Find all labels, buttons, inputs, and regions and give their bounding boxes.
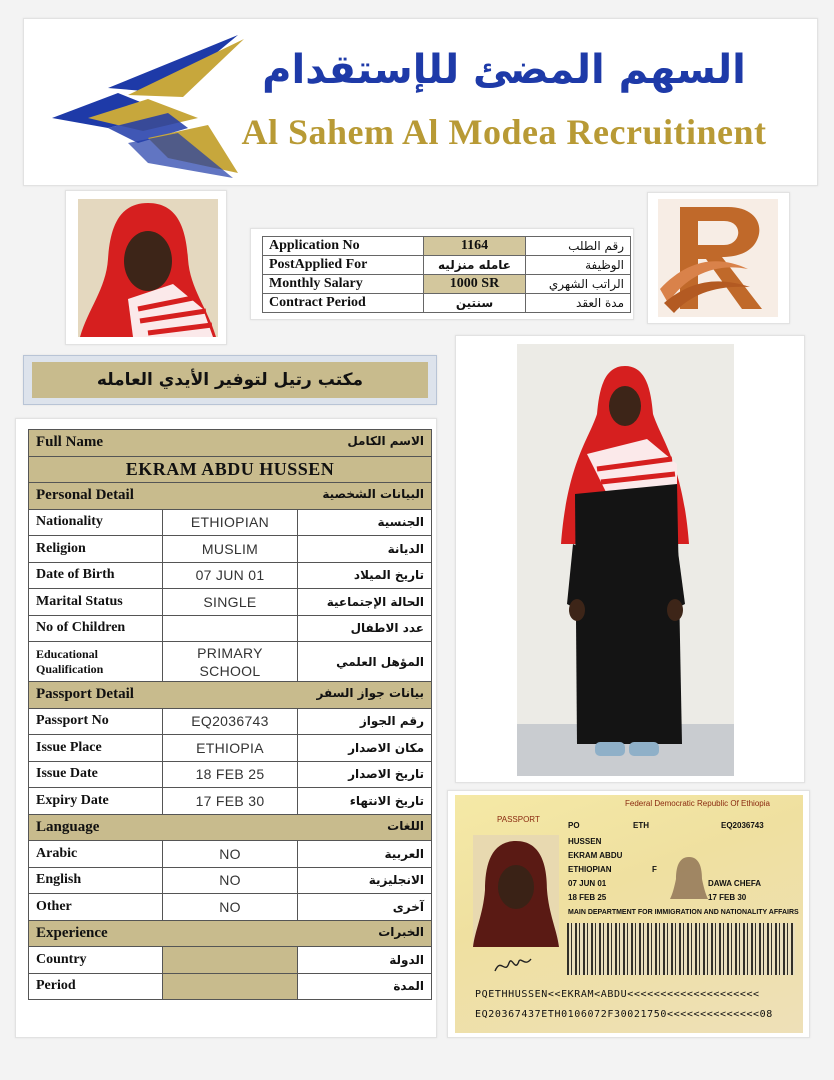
passport-ghost-photo bbox=[670, 853, 708, 899]
field-label-arabic: الدولة bbox=[297, 947, 431, 974]
field-label: English bbox=[29, 867, 163, 894]
field-label-arabic: مكان الاصدار bbox=[297, 735, 431, 762]
header-banner bbox=[23, 18, 818, 186]
field-label-arabic: الانجليزية bbox=[297, 867, 431, 894]
table-row bbox=[29, 735, 432, 762]
passport-mrz-line-1: PQETHHUSSEN<<EKRAM<ABDU<<<<<<<<<<<<<<<<<<<< bbox=[475, 989, 760, 1000]
field-label: Issue Date bbox=[29, 761, 163, 788]
passport-surname: HUSSEN bbox=[568, 837, 602, 846]
section-title: Full Name bbox=[36, 434, 104, 451]
section-title-arabic: البيانات الشخصية bbox=[322, 487, 424, 502]
table-row bbox=[29, 536, 432, 563]
field-label-arabic: تاريخ الميلاد bbox=[297, 562, 431, 589]
passport-nationality: ETHIOPIAN bbox=[568, 865, 612, 874]
table-row bbox=[263, 237, 631, 256]
table-row bbox=[263, 294, 631, 313]
office-banner bbox=[23, 355, 437, 405]
expiry-date-value: 17 FEB 30 bbox=[163, 788, 297, 815]
field-label-arabic: رقم الجواز bbox=[297, 708, 431, 735]
post-applied: عامله منزليه bbox=[424, 256, 526, 275]
table-row bbox=[29, 973, 432, 1000]
field-label-arabic: رقم الطلب bbox=[526, 237, 631, 256]
table-row bbox=[29, 483, 432, 510]
field-label: Country bbox=[29, 947, 163, 974]
table-row bbox=[263, 275, 631, 294]
field-label-arabic: آخرى bbox=[297, 894, 431, 921]
field-label-arabic: عدد الاطفال bbox=[297, 615, 431, 642]
field-label-arabic: المؤهل العلمي bbox=[297, 642, 431, 682]
passport-type: PO bbox=[568, 821, 580, 830]
english-value: NO bbox=[163, 867, 297, 894]
application-info-card bbox=[250, 228, 634, 320]
experience-header bbox=[29, 920, 432, 947]
passport-sex: F bbox=[652, 865, 657, 874]
field-label-arabic: الوظيفة bbox=[526, 256, 631, 275]
passport-mrz-line-2: EQ20367437ETH0106072F30021750<<<<<<<<<<<<<<08 bbox=[475, 1009, 773, 1020]
field-label: Expiry Date bbox=[29, 788, 163, 815]
period-value bbox=[163, 973, 297, 1000]
passport-doc-title: PASSPORT bbox=[497, 815, 540, 824]
field-label: Monthly Salary bbox=[263, 275, 424, 294]
field-label: Date of Birth bbox=[29, 562, 163, 589]
field-label-arabic: مدة العقد bbox=[526, 294, 631, 313]
field-label-arabic: الحالة الإجتماعية bbox=[297, 589, 431, 616]
field-label-arabic: العربية bbox=[297, 841, 431, 868]
arabic-value: NO bbox=[163, 841, 297, 868]
dob-value: 07 JUN 01 bbox=[163, 562, 297, 589]
application-table bbox=[262, 236, 631, 313]
section-title: Passport Detail bbox=[36, 686, 134, 703]
field-label: Religion bbox=[29, 536, 163, 563]
table-row bbox=[29, 430, 432, 457]
table-row bbox=[29, 788, 432, 815]
field-label: No of Children bbox=[29, 615, 163, 642]
section-title: Personal Detail bbox=[36, 487, 134, 504]
section-title-arabic: الخبرات bbox=[378, 924, 424, 939]
field-label: PostApplied For bbox=[263, 256, 424, 275]
table-row bbox=[29, 589, 432, 616]
table-row bbox=[29, 615, 432, 642]
field-label-arabic: المدة bbox=[297, 973, 431, 1000]
language-header bbox=[29, 814, 432, 841]
signature-icon bbox=[493, 953, 533, 977]
r-logo-frame bbox=[647, 192, 790, 324]
field-label-arabic: الجنسية bbox=[297, 509, 431, 536]
passport-issue-date: 18 FEB 25 bbox=[568, 893, 607, 902]
brand-name-arabic: السهم المضئ للإستقدام bbox=[262, 47, 746, 93]
table-row bbox=[263, 256, 631, 275]
passport-country-code: ETH bbox=[633, 821, 649, 830]
field-label: Application No bbox=[263, 237, 424, 256]
full-name-header bbox=[29, 430, 432, 457]
office-name: مكتب رتيل لتوفير الأيدي العامله bbox=[32, 362, 428, 398]
full-body-photo bbox=[517, 344, 734, 776]
table-row bbox=[29, 947, 432, 974]
passport-photo bbox=[473, 835, 559, 947]
section-title: Experience bbox=[36, 924, 108, 941]
table-row bbox=[29, 456, 432, 483]
table-row bbox=[29, 841, 432, 868]
full-body-photo-frame bbox=[455, 335, 805, 783]
field-label: Passport No bbox=[29, 708, 163, 735]
r-logo-icon bbox=[658, 199, 778, 317]
table-row bbox=[29, 642, 432, 682]
full-name: EKRAM ABDU HUSSEN bbox=[29, 456, 432, 483]
field-label: Other bbox=[29, 894, 163, 921]
field-label: Educational Qualification bbox=[29, 642, 163, 682]
field-label: Arabic bbox=[29, 841, 163, 868]
passport-place-of-birth: DAWA CHEFA bbox=[708, 879, 762, 888]
passport-dob: 07 JUN 01 bbox=[568, 879, 607, 888]
table-row bbox=[29, 509, 432, 536]
section-title: Language bbox=[36, 818, 100, 835]
section-title-arabic: الاسم الكامل bbox=[347, 434, 424, 449]
education-value: PRIMARY SCHOOL bbox=[163, 642, 297, 682]
headshot-frame bbox=[65, 190, 227, 345]
issue-date-value: 18 FEB 25 bbox=[163, 761, 297, 788]
field-label: Nationality bbox=[29, 509, 163, 536]
field-label-arabic: تاريخ الانتهاء bbox=[297, 788, 431, 815]
table-row bbox=[29, 708, 432, 735]
passport-scan bbox=[455, 795, 803, 1033]
section-title-arabic: اللغات bbox=[387, 818, 424, 833]
religion-value: MUSLIM bbox=[163, 536, 297, 563]
personal-detail-header bbox=[29, 483, 432, 510]
nationality-value: ETHIOPIAN bbox=[163, 509, 297, 536]
table-row bbox=[29, 894, 432, 921]
table-row bbox=[29, 867, 432, 894]
cv-table bbox=[28, 429, 432, 1000]
passport-scan-frame bbox=[447, 790, 810, 1038]
passport-barcode bbox=[567, 923, 795, 975]
table-row bbox=[29, 562, 432, 589]
field-label-arabic: الراتب الشهري bbox=[526, 275, 631, 294]
passport-expiry-date: 17 FEB 30 bbox=[708, 893, 747, 902]
field-label: Period bbox=[29, 973, 163, 1000]
country-value bbox=[163, 947, 297, 974]
passport-detail-header bbox=[29, 682, 432, 709]
table-row bbox=[29, 761, 432, 788]
headshot-photo bbox=[78, 199, 218, 337]
field-label: Issue Place bbox=[29, 735, 163, 762]
field-label-arabic: الديانة bbox=[297, 536, 431, 563]
passport-given-name: EKRAM ABDU bbox=[568, 851, 623, 860]
children-value bbox=[163, 615, 297, 642]
issue-place-value: ETHIOPIA bbox=[163, 735, 297, 762]
contract-period: سنتين bbox=[424, 294, 526, 313]
brand-name-english: Al Sahem Al Modea Recruitinent bbox=[241, 112, 767, 152]
monthly-salary: 1000 SR bbox=[424, 275, 526, 294]
table-row bbox=[29, 920, 432, 947]
field-label-arabic: تاريخ الاصدار bbox=[297, 761, 431, 788]
application-number: 1164 bbox=[424, 237, 526, 256]
passport-number-value: EQ2036743 bbox=[163, 708, 297, 735]
field-label: Contract Period bbox=[263, 294, 424, 313]
other-language-value: NO bbox=[163, 894, 297, 921]
field-label: Marital Status bbox=[29, 589, 163, 616]
table-row bbox=[29, 814, 432, 841]
section-title-arabic: بيانات جواز السفر bbox=[316, 686, 424, 701]
passport-number: EQ2036743 bbox=[721, 821, 764, 830]
table-row bbox=[29, 682, 432, 709]
cv-details-card bbox=[15, 418, 437, 1038]
passport-authority: MAIN DEPARTMENT FOR IMMIGRATION AND NATIONALITY AFFAIRS bbox=[568, 909, 799, 916]
marital-status-value: SINGLE bbox=[163, 589, 297, 616]
passport-country-banner: Federal Democratic Republic Of Ethiopia bbox=[625, 799, 770, 808]
